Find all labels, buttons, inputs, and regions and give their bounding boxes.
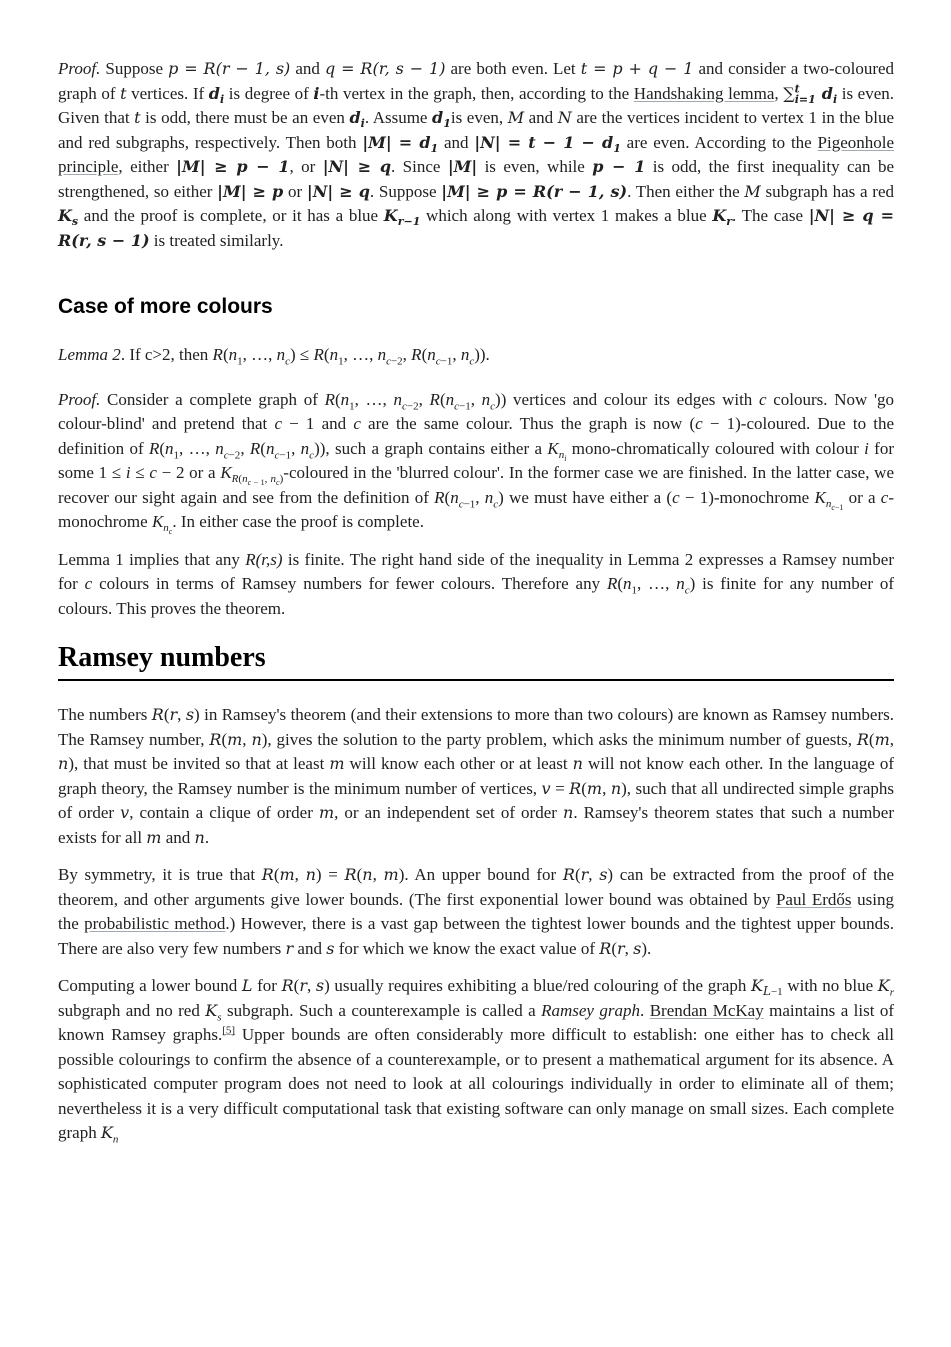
math-Md1: $|M| = d_1$	[362, 132, 439, 155]
ramsey-graph-term: Ramsey graph	[541, 1000, 641, 1020]
math-d1: $d_1$	[432, 108, 451, 131]
lemma2-label: Lemma 2	[58, 345, 121, 364]
text: using the	[58, 889, 895, 933]
para3-text-d: Upper bounds are often considerably more difficult to establish: one either has to check all possible colourings to confirm the absence of a counterexample, or to present a mathematical argument for its absence. A sophisticated computer program does not need to look at all colourings individually in order to eliminate all of them; nevertheless it is a very difficult computational task that existing software can only manage on small sizes. Each complete graph $K_n$	[58, 1025, 894, 1146]
para3-text-a: Computing a lower bound L for R(r, s) usually requires exhibiting a blue/red colouring of the graph $K_{L-1}$ with no blue $K_r$ subgraph and no red $K_s$ subgraph. Such a counterexample is called a	[58, 976, 894, 1023]
para2-text-c: .) However, there is a vast gap between the tightest lower bounds and the tightest upper bounds. There are also very few numbers r and s for which we know the exact value of R(r, s).	[58, 914, 894, 958]
math-p: p = R(r − 1, s)	[168, 59, 291, 78]
text: and	[524, 108, 558, 127]
link-pigeonhole-principle[interactable]: Pigeonhole principle	[58, 132, 895, 176]
conclusion-paragraph	[58, 548, 894, 622]
math-t2: t	[120, 83, 127, 103]
proof-label: Proof.	[58, 59, 101, 78]
text: is odd, there must be an even	[140, 108, 350, 127]
text: subgraph has a red	[760, 181, 894, 201]
article-page	[58, 57, 894, 1159]
text: and	[290, 59, 325, 78]
proof-lemma1-paragraph	[58, 57, 894, 253]
math-Nt: $|N| = t - 1 - d_1$	[474, 132, 621, 155]
text: is treated similarly.	[149, 230, 284, 250]
math-Nq2: |N| ≥ q	[306, 181, 370, 201]
math-Kr: $K_r$	[712, 206, 733, 229]
text: , either	[118, 157, 177, 176]
text: ,	[774, 83, 784, 103]
link-brendan-mckay[interactable]: Brendan McKay	[649, 1000, 764, 1020]
text: which along with vertex 1 makes a blue	[420, 206, 713, 225]
link-paul-erdos[interactable]: Paul Erdős	[775, 889, 852, 909]
reference-5[interactable]: [5]	[222, 1024, 236, 1037]
math-Kr1: $K_{r-1}$	[383, 206, 421, 229]
text: . Assume	[364, 108, 433, 127]
text: and the proof is complete, or it has a blue	[78, 206, 384, 225]
link-probabilistic-method[interactable]: probabilistic method	[84, 914, 226, 933]
text: or	[283, 181, 307, 201]
lemma2-text: . If c>2, then $R(n_1$, …, $n_c) \le R(n_1$, …, $n_{c-2}$, $R(n_{c-1}$, $n_c$)).	[120, 345, 490, 368]
proof-lemma2-paragraph	[58, 388, 894, 535]
proof-lemma2-text: Consider a complete graph of $R(n_1$, …, $n_{c-2}$, $R(n_{c-1}$, $n_c$)) vertices and colour its edges with c colours. Now 'go colour-blind' and pretend that c − 1 and c are the same colour. Thus the graph is now (c − 1)-coloured. Due to the definition of $R(n_1$, …, $n_{c-2}$, $R(n_{c-1}$, $n_c$)), such a graph contains either a $K_{n_i}$ mono-chromatically coloured with colour i for some 1 ≤ i ≤ c − 2 or a $K_{R(n_{c - 1}, n_c)}$-coloured in the 'blurred colour'. In the former case we are finished. In the latter case, we recover our sight again and see from the definition of $R(n_{c-1}$, $n_c$) we must have either a (c − 1)-monochrome $K_{n_{c-1}}$ or a c-monochrome $K_{n_c}$. In either case the proof is complete.	[58, 389, 895, 537]
text: Suppose	[100, 59, 169, 78]
math-t3: t	[134, 108, 141, 127]
conclusion-text: Lemma 1 implies that any R(r,s) is finite. The right hand side of the inequality in Lemma 2 expresses a Ramsey number for c colours in terms of Ramsey numbers for fewer colours. Therefore any $R(n_1$, …, $n_c$) is finite for any number of colours. This proves the theorem.	[58, 549, 895, 618]
ramsey-numbers-para3	[58, 974, 894, 1146]
math-Mp1: |M| ≥ p − 1	[176, 157, 290, 176]
math-di: $d_i$	[208, 83, 225, 106]
text: are the vertices incident to vertex 1 in the blue and red subgraphs, respectively. Then both	[58, 108, 895, 152]
ramsey-numbers-para2	[58, 863, 894, 961]
ramsey-numbers-para1	[58, 703, 894, 850]
text: is degree of	[224, 83, 314, 103]
math-p1: p − 1	[592, 157, 646, 176]
text: and	[438, 132, 475, 152]
link-handshaking-lemma[interactable]: Handshaking lemma	[633, 83, 775, 103]
para2-text-a: By symmetry, it is true that R(m, n) = R(n, m). An upper bound for R(r, s) can be extracted from the proof of the theorem, and other arguments give lower bounds. (The first exponential lower bound was obtained by	[58, 865, 895, 909]
math-Mp: |M| ≥ p	[217, 181, 284, 201]
heading-case-more-colours: Case of more colours	[58, 295, 273, 318]
math-MpR: |M| ≥ p = R(r − 1, s)	[441, 181, 628, 201]
text: . Suppose	[369, 181, 442, 201]
math-Nq: |N| ≥ q	[322, 157, 392, 176]
text: vertices. If	[126, 83, 209, 103]
text: . Then either the	[627, 181, 745, 201]
text: is even, while	[477, 157, 593, 176]
math-di2: $d_i$	[349, 108, 365, 131]
proof-label: Proof.	[58, 389, 101, 409]
math-M3: M	[744, 181, 761, 201]
text: . Since	[391, 157, 448, 176]
text: maintains a list of known Ramsey graphs.	[58, 1000, 895, 1044]
math-Ks: $K_s$	[58, 206, 79, 229]
text: .	[640, 1000, 650, 1020]
math-t: t = p + q − 1	[580, 59, 694, 78]
text: and consider a two-coloured graph of	[58, 59, 895, 103]
text: are both even. Let	[445, 59, 581, 78]
para1-text: The numbers R(r, s) in Ramsey's theorem (and their extensions to more than two colours) are known as Ramsey numbers. The Ramsey number, R(m, n), gives the solution to the party problem, which asks the minimum number of guests, R(m, n), that must be invited so that at least m will know each other or at least n will not know each other. In the language of graph theory, the Ramsey number is the minimum number of vertices, v = R(m, n), such that all undirected simple graphs of order v, contain a clique of order m, or an independent set of order n. Ramsey's theorem states that such a number exists for all m and n.	[58, 705, 895, 847]
text: -th vertex in the graph, then, according to the	[319, 83, 634, 103]
math-q: q = R(r, s − 1)	[324, 59, 446, 78]
math-NqR: |N| ≥ q = R(r, s − 1)	[58, 206, 894, 250]
math-M: M	[507, 108, 525, 127]
math-i: i	[313, 83, 320, 103]
math-N: N	[557, 108, 572, 127]
text: is even. Given that	[58, 83, 895, 127]
text: is odd, the first inequality can be strengthened, so either	[58, 157, 894, 201]
math-sum: ∑$^t_{i=1}$ $d_i$	[783, 82, 838, 106]
text: , or	[289, 157, 323, 176]
lemma2-statement	[58, 343, 894, 368]
math-M2: |M|	[447, 157, 478, 176]
text: . The case	[732, 206, 809, 225]
text: is even,	[450, 108, 508, 127]
heading-ramsey-numbers: Ramsey numbers	[58, 642, 894, 681]
text: are even. According to the	[620, 132, 818, 152]
